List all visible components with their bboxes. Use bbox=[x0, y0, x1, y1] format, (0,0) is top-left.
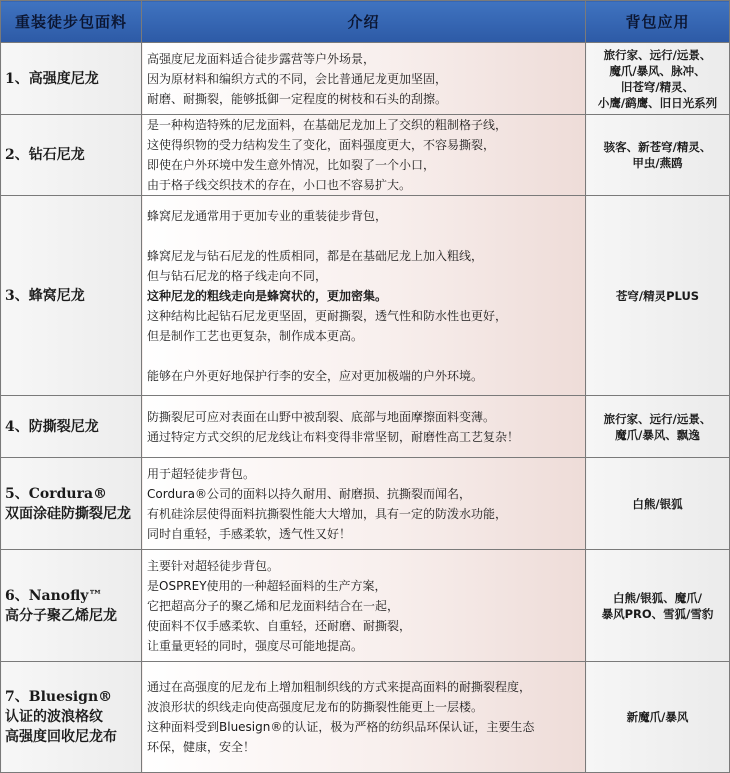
backpack-apps-cell bbox=[586, 115, 730, 196]
backpack-app: 魔爪/暴风、脉冲、 bbox=[609, 63, 706, 78]
intro-line: 蜂窝尼龙通常用于更加专业的重装徒步背包， bbox=[147, 208, 388, 223]
header-row bbox=[1, 1, 730, 43]
fabric-name-cell bbox=[1, 550, 142, 662]
fabric-name: 5、Cordura® bbox=[5, 485, 108, 502]
intro-line-highlight: 这种尼龙的粗线走向是蜂窝状的，更加密集。 bbox=[147, 288, 388, 303]
table-row bbox=[1, 550, 730, 662]
intro-line bbox=[147, 346, 585, 366]
backpack-app: 旅行家、远行/远景、 bbox=[603, 411, 712, 426]
intro-line: 用于超轻徒步背包。 bbox=[147, 466, 256, 481]
table-row bbox=[1, 115, 730, 196]
fabric-name: 认证的波浪格纹 bbox=[5, 709, 103, 725]
fabric-name-cell bbox=[1, 458, 142, 550]
fabric-name: 3、蜂窝尼龙 bbox=[5, 287, 85, 304]
backpack-apps-cell bbox=[586, 43, 730, 115]
backpack-app: 苍穹/精灵PLUS bbox=[615, 288, 700, 303]
intro-line: 主要针对超轻徒步背包。 bbox=[147, 558, 280, 573]
intro-line: 是OSPREY使用的一种超轻面料的生产方案， bbox=[147, 578, 387, 593]
backpack-app: 魔爪/暴风、飘逸 bbox=[615, 427, 700, 442]
fabric-name: 2、钻石尼龙 bbox=[5, 147, 85, 163]
backpack-app: 骇客、新苍穹/精灵、 bbox=[603, 140, 712, 154]
intro-line: 但与钻石尼龙的格子线走向不同， bbox=[147, 268, 328, 283]
backpack-app: 旧苍穹/精灵、 bbox=[620, 79, 695, 94]
intro-line: 有机硅涂层使得面料抗撕裂性能大大增加，具有一定的防泼水功能， bbox=[147, 506, 508, 521]
backpack-app: 甲虫/燕鸥 bbox=[632, 156, 683, 170]
fabric-name: 1、高强度尼龙 bbox=[5, 70, 99, 87]
intro-line bbox=[147, 226, 585, 246]
intro-line: 这种面料受到Bluesign®的认证，极为严格的纺织品环保认证，主要生态 bbox=[147, 720, 535, 734]
intro-line: 能够在户外更好地保护行李的安全，应对更加极端的户外环境。 bbox=[147, 368, 484, 383]
backpack-apps-cell bbox=[586, 196, 730, 396]
table-row bbox=[1, 196, 730, 396]
fabric-name: 高强度回收尼龙布 bbox=[5, 729, 117, 745]
fabric-name-cell bbox=[1, 43, 142, 115]
intro-line: 同时自重轻，手感柔软，透气性又好！ bbox=[147, 526, 352, 541]
intro-line: 是一种构造特殊的尼龙面料，在基础尼龙加上了交织的粗制格子线， bbox=[147, 118, 508, 132]
fabric-name-cell bbox=[1, 396, 142, 458]
intro-line: 环保，健康，安全！ bbox=[147, 740, 256, 754]
table-row bbox=[1, 458, 730, 550]
fabric-intro-cell bbox=[142, 662, 586, 773]
fabric-intro-cell bbox=[142, 196, 586, 396]
fabric-name-cell bbox=[1, 196, 142, 396]
backpack-app: 旅行家、远行/远景、 bbox=[603, 47, 712, 62]
intro-line: 由于格子线交织技术的存在，小口也不容易扩大。 bbox=[147, 178, 412, 192]
intro-line: 耐磨、耐撕裂，能够抵御一定程度的树枝和石头的刮擦。 bbox=[147, 91, 448, 106]
fabric-intro-cell bbox=[142, 550, 586, 662]
intro-line: 这种结构比起钻石尼龙更坚固，更耐撕裂，透气性和防水性也更好， bbox=[147, 308, 508, 323]
fabric-name-cell bbox=[1, 662, 142, 773]
backpack-apps-cell bbox=[586, 396, 730, 458]
fabric-name: 高分子聚乙烯尼龙 bbox=[5, 607, 117, 624]
intro-line: 通过在高强度的尼龙布上增加粗制织线的方式来提高面料的耐撕裂程度， bbox=[147, 680, 532, 694]
intro-line: 它把超高分子的聚乙烯和尼龙面料结合在一起， bbox=[147, 598, 400, 613]
fabric-name-cell bbox=[1, 115, 142, 196]
intro-line: 因为原材料和编织方式的不同，会比普通尼龙更加坚固， bbox=[147, 71, 448, 86]
intro-line: Cordura®公司的面料以持久耐用、耐磨损、抗撕裂而闻名， bbox=[147, 486, 471, 501]
backpack-app: 暴风PRO、雪狐/雪豹 bbox=[601, 606, 714, 621]
backpack-apps-cell bbox=[586, 458, 730, 550]
intro-line: 高强度尼龙面料适合徒步露营等户外场景， bbox=[147, 51, 376, 66]
table-row bbox=[1, 662, 730, 773]
intro-line: 但是制作工艺也更复杂，制作成本更高。 bbox=[147, 328, 364, 343]
intro-line: 即使在户外环境中发生意外情况，比如裂了一个小口， bbox=[147, 158, 436, 172]
header-fabric: 重装徒步包面料 bbox=[1, 1, 142, 43]
fabric-name: 双面涂硅防撕裂尼龙 bbox=[5, 505, 131, 522]
fabric-name: 6、Nanofly™ bbox=[5, 587, 103, 604]
fabric-intro-cell bbox=[142, 115, 586, 196]
backpack-app: 白熊/银狐、魔爪/ bbox=[613, 590, 702, 605]
backpack-app: 小鹰/鹞鹰、旧日光系列 bbox=[597, 95, 718, 110]
intro-line: 让重量更轻的同时，强度尽可能地提高。 bbox=[147, 638, 364, 653]
header-intro: 介绍 bbox=[142, 1, 586, 43]
header-apps: 背包应用 bbox=[586, 1, 730, 43]
fabric-intro-cell bbox=[142, 458, 586, 550]
fabric-intro-cell bbox=[142, 43, 586, 115]
intro-line: 防撕裂尼可应对表面在山野中被刮裂、底部与地面摩擦面料变薄。 bbox=[147, 409, 496, 424]
table-row bbox=[1, 396, 730, 458]
fabric-name: 7、Bluesign® bbox=[5, 689, 113, 705]
backpack-apps-cell bbox=[586, 662, 730, 773]
intro-line: 使面料不仅手感柔软、自重轻，还耐磨、耐撕裂， bbox=[147, 618, 412, 633]
backpack-app: 新魔爪/暴风 bbox=[626, 710, 689, 724]
backpack-apps-cell bbox=[586, 550, 730, 662]
intro-line: 这使得织物的受力结构发生了变化，面料强度更大，不容易撕裂， bbox=[147, 138, 496, 152]
fabric-name: 4、防撕裂尼龙 bbox=[5, 418, 99, 435]
intro-line: 波浪形状的织线走向使高强度尼龙布的防撕裂性能更上一层楼。 bbox=[147, 700, 484, 714]
intro-line: 通过特定方式交织的尼龙线让布料变得非常坚韧，耐磨性高工艺复杂！ bbox=[147, 429, 520, 444]
intro-line: 蜂窝尼龙与钻石尼龙的性质相同，都是在基础尼龙上加入粗线， bbox=[147, 248, 484, 263]
backpack-app: 白熊/银狐 bbox=[632, 496, 683, 511]
fabric-intro-cell bbox=[142, 396, 586, 458]
table-row bbox=[1, 43, 730, 115]
